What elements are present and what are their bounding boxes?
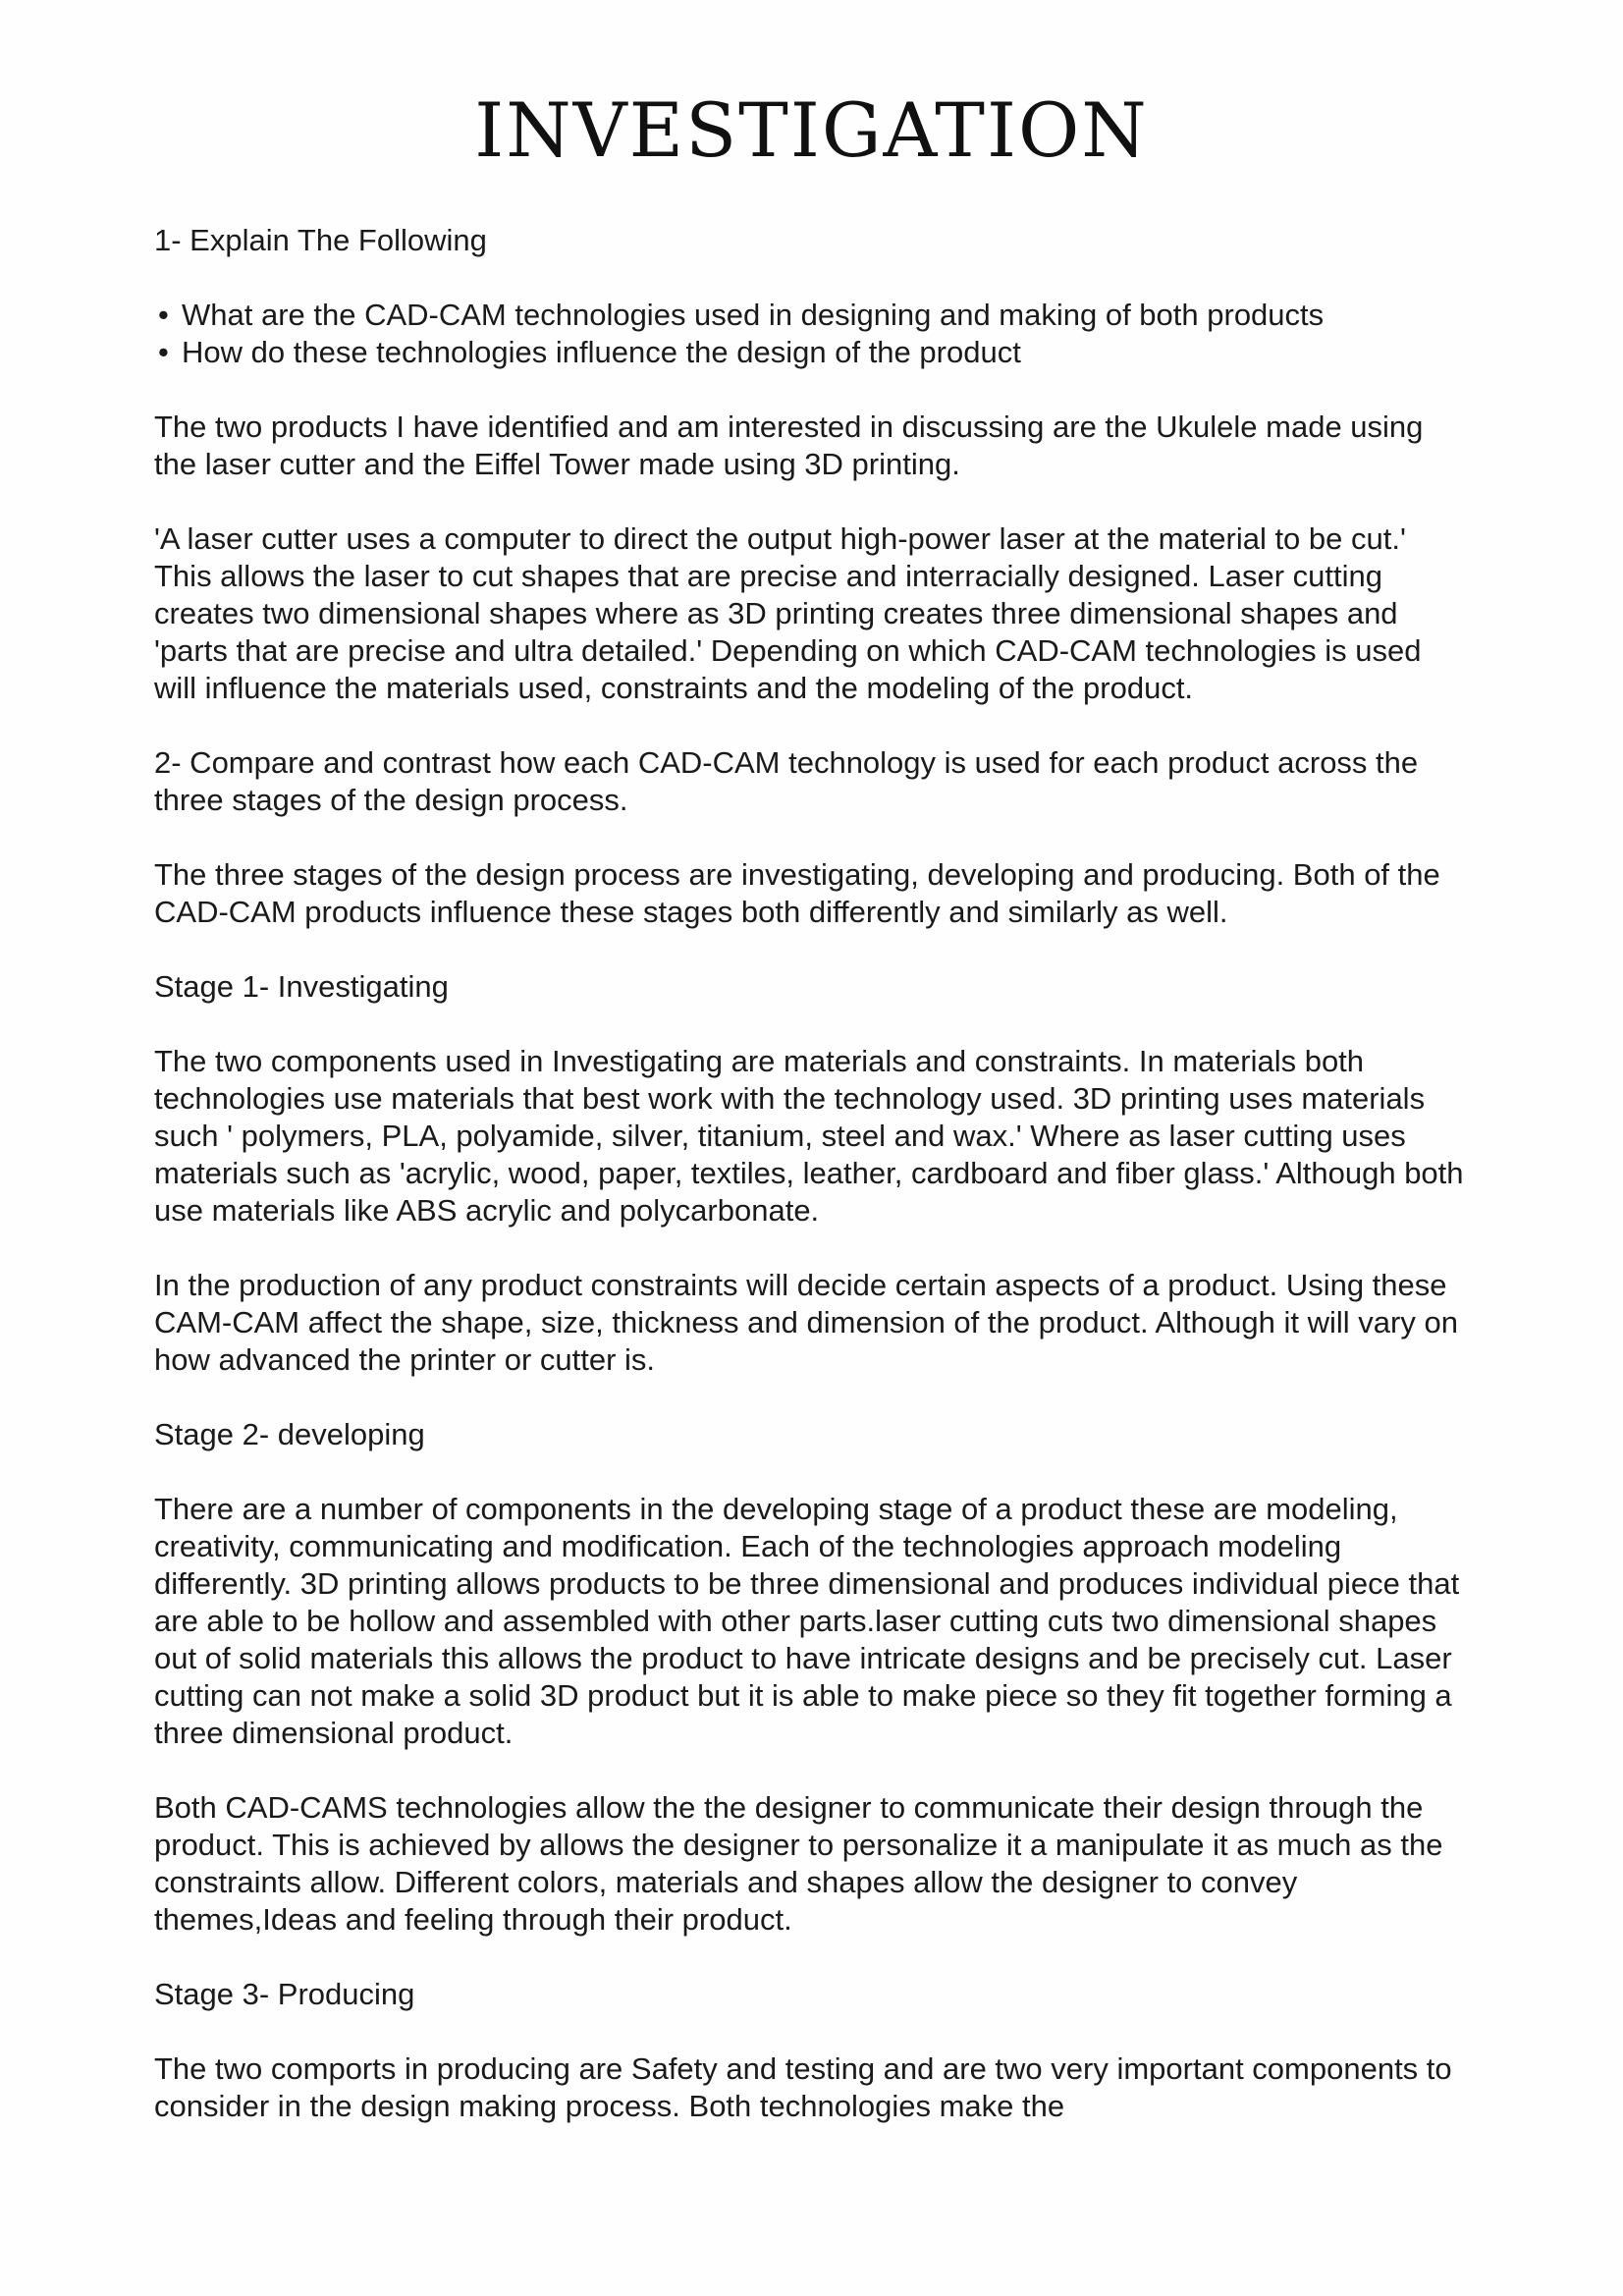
stage-1-heading: Stage 1- Investigating [154, 969, 449, 1004]
bullet-text: What are the CAD-CAM technologies used in designing and making of both products [182, 298, 1325, 332]
laser-cutter-paragraph: 'A laser cutter uses a computer to direct the output high-power laser at the material to be cut.' This allows the laser to cut shapes that are precise and interracially designed. Laser cutting creates two dimensional shapes where as 3D printing creates three dimensional shapes and 'parts that are precise and ultra detailed.' Depending on which CAD-CAM technologies is used will influence the materials used, constraints and the modeling of the product. [154, 521, 1422, 705]
stage-3-intro-paragraph: The two comports in producing are Safety and testing and are two very important components to consider in the design making process. Both technologies make the [154, 2051, 1452, 2123]
question-1-heading: 1- Explain The Following [154, 223, 487, 257]
stage-2-communicating-paragraph: Both CAD-CAMS technologies allow the the designer to communicate their design through the product. This is achieved by allows the designer to personalize it a manipulate it as much as the constraints allow. Different colors, materials and shapes allow the designer to convey themes,Ideas and feeling through their product. [154, 1790, 1443, 1937]
stage-3-heading: Stage 3- Producing [154, 1977, 415, 2011]
stage-2-heading: Stage 2- developing [154, 1417, 425, 1451]
stages-intro-paragraph: The three stages of the design process are investigating, developing and producing. Both of the CAD-CAM products influence these stages both differently and similarly as well. [154, 857, 1440, 929]
question-bullet-list [154, 297, 1470, 371]
intro-paragraph: The two products I have identified and am interested in discussing are the Ukulele made using the laser cutter and the Eiffel Tower made using 3D printing. [154, 410, 1424, 481]
stage-1-constraints-paragraph: In the production of any product constraints will decide certain aspects of a product. Using these CAM-CAM affect the shape, size, thickness and dimension of the product. Although it will vary on how advanced the printer or cutter is. [154, 1268, 1458, 1377]
question-2-heading: 2- Compare and contrast how each CAD-CAM technology is used for each product across the three stages of the design process. [154, 745, 1419, 817]
document-body [154, 222, 1470, 2162]
stage-1-materials-paragraph: The two components used in Investigating are materials and constraints. In materials both technologies use materials that best work with the technology used. 3D printing uses materials such ' polymers, PLA, polyamide, silver, titanium, steel and wax.' Where as laser cutting uses materials such as 'acrylic, wood, paper, textiles, leather, cardboard and fiber glass.' Although both use materials like ABS acrylic and polycarbonate. [154, 1044, 1464, 1228]
bullet-point-icon: • [158, 298, 169, 332]
page-title: INVESTIGATION [474, 86, 1149, 174]
stage-2-modeling-paragraph: There are a number of components in the developing stage of a product these are modeling, creativity, communicating and modification. Each of the technologies approach modeling differently. 3D printing allows products to be three dimensional and produces individual piece that are able to be hollow and assembled with other parts.laser cutting cuts two dimensional shapes out of solid materials this allows the product to have intricate designs and be precisely cut. Laser cutting can not make a solid 3D product but it is able to make piece so they fit together forming a three dimensional product. [154, 1492, 1460, 1750]
bullet-point-icon: • [158, 335, 169, 369]
bullet-item [154, 297, 1470, 334]
bullet-item [154, 334, 1470, 371]
bullet-text: How do these technologies influence the design of the product [182, 335, 1021, 369]
